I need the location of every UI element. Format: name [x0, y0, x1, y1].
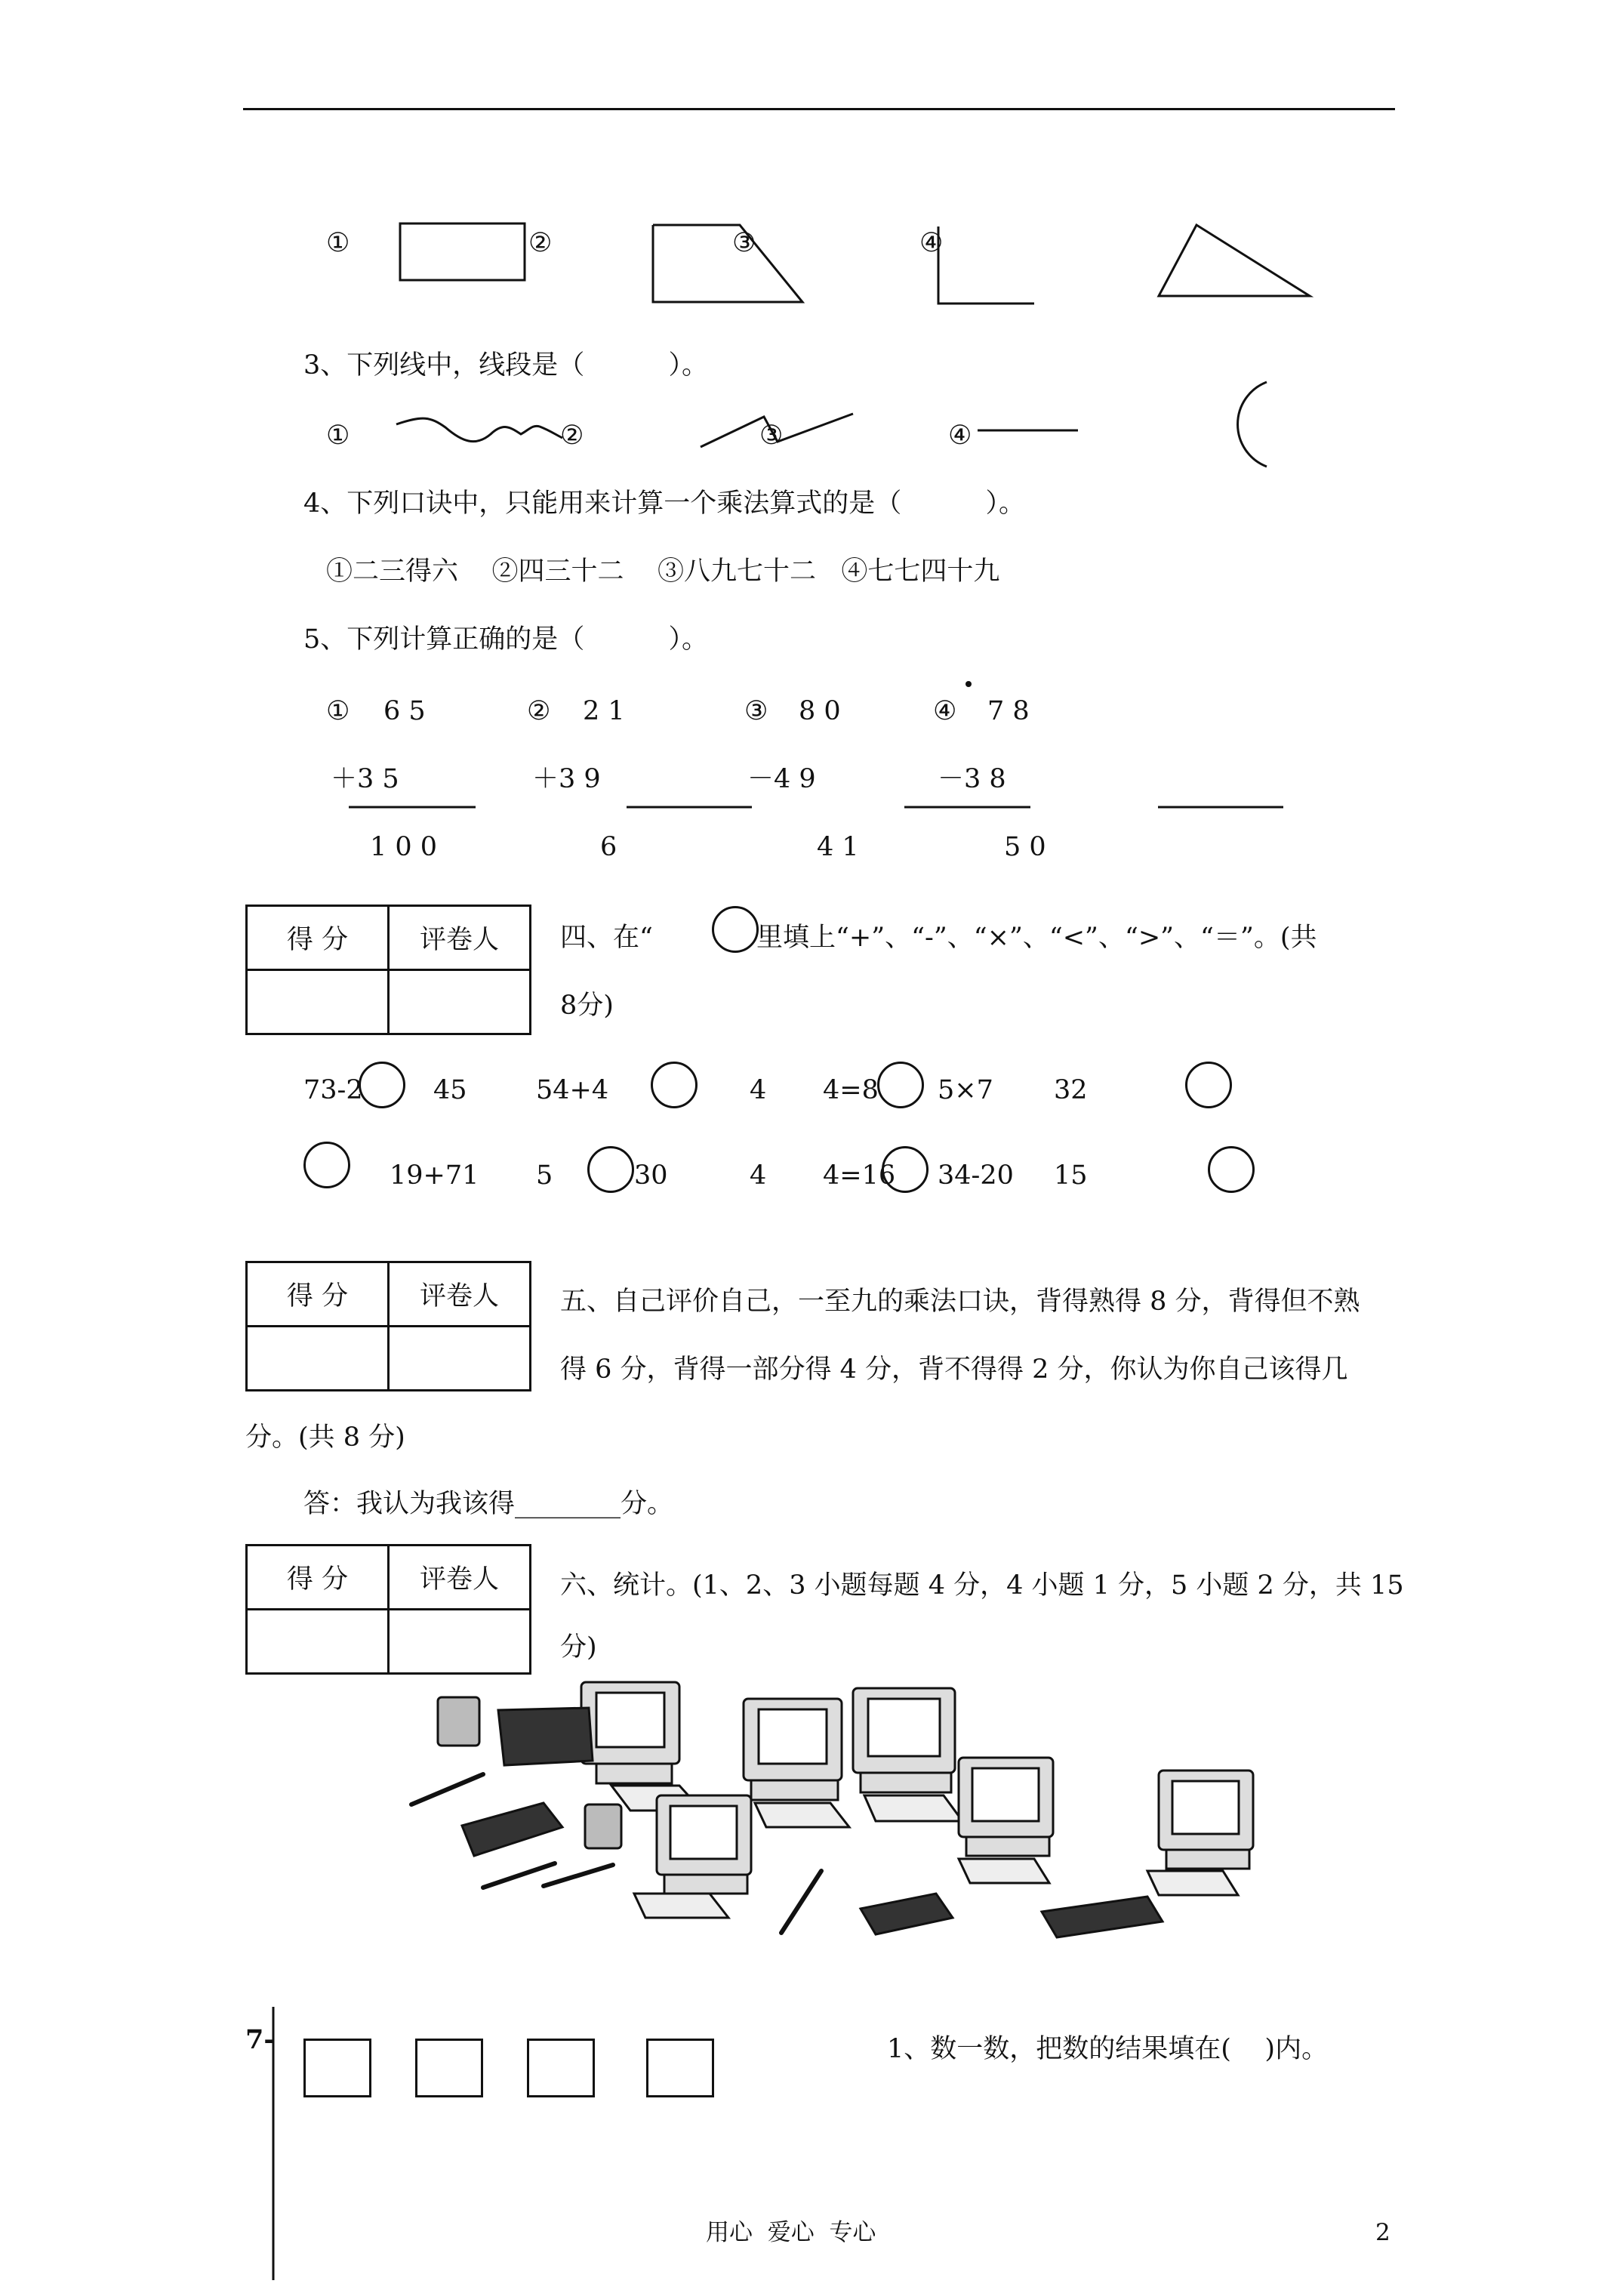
- answer-circle-r1-2[interactable]: [651, 1062, 698, 1108]
- expr-r2-2: 5: [536, 1160, 553, 1191]
- shape-label-1: ①: [326, 228, 350, 258]
- expr-r1-5: 4=8: [823, 1075, 879, 1105]
- calc-2-result: 6: [600, 832, 617, 862]
- calc-3-top: 8 0: [799, 696, 841, 726]
- q4-options: ①二三得六 ②四三十二 ③八九七十二 ④七七四十九: [326, 556, 1000, 587]
- triangle-shape: [1159, 225, 1310, 296]
- grader-header: 评卷人: [389, 1262, 531, 1327]
- calc-2-label: ②: [527, 696, 551, 726]
- section5-line3: 分。(共 8 分): [245, 1422, 405, 1453]
- page-number: 2: [1375, 2219, 1390, 2246]
- answer-circle-r2-4[interactable]: [1208, 1146, 1255, 1193]
- score-header: 得 分: [247, 1262, 389, 1327]
- grader-header: 评卷人: [389, 906, 531, 970]
- q4-stem: 4、下列口诀中，只能用来计算一个乘法算式的是（ ）。: [303, 488, 1026, 519]
- count-box-4[interactable]: [646, 2039, 714, 2097]
- expr-r2-3: 30: [634, 1160, 668, 1191]
- calc-3-result: 4 1: [817, 832, 859, 862]
- trapezoid-shape: [653, 225, 802, 302]
- calc-4-top: 7 8: [987, 696, 1030, 726]
- calc-1-op: ＋3 5: [331, 764, 399, 794]
- shape-label-2: ②: [528, 228, 553, 258]
- score-header: 得 分: [247, 906, 389, 970]
- section5-line2: 得 6 分，背得一部分得 4 分，背不得得 2 分，你认为你自己该得几: [560, 1354, 1348, 1385]
- answer-circle-r2-1[interactable]: [303, 1142, 350, 1188]
- score-cell[interactable]: [247, 1610, 389, 1674]
- expr-r1-4: 4: [750, 1075, 767, 1105]
- expr-r1-2: 45: [433, 1075, 467, 1105]
- grader-cell[interactable]: [389, 1327, 531, 1391]
- calc-4-op: －3 8: [938, 764, 1006, 794]
- shape-label-3: ③: [732, 228, 756, 258]
- line-label-3: ③: [759, 421, 784, 451]
- shape-label-4: ④: [919, 228, 944, 258]
- grader-cell[interactable]: [389, 1610, 531, 1674]
- section4-title-a: 四、在“: [560, 923, 653, 953]
- answer-circle-example: [712, 906, 759, 953]
- expr-r2-6: 34-20: [938, 1160, 1014, 1191]
- section6-line2: 分): [560, 1632, 597, 1663]
- count-box-2[interactable]: [415, 2039, 483, 2097]
- calc-1-result: 1 0 0: [370, 832, 438, 862]
- answer-circle-r2-2[interactable]: [587, 1146, 634, 1193]
- calc-3-label: ③: [744, 696, 768, 726]
- curve-line: [396, 418, 562, 442]
- section4-title-c: 8分): [560, 991, 614, 1021]
- score-table-5: [245, 1261, 531, 1391]
- answer-circle-r2-3[interactable]: [882, 1146, 929, 1193]
- grader-header: 评卷人: [389, 1546, 531, 1610]
- count-box-1[interactable]: [303, 2039, 371, 2097]
- grader-cell[interactable]: [389, 970, 531, 1034]
- rectangle-shape: [400, 223, 525, 280]
- calc-4-label: ④: [933, 696, 957, 726]
- expr-r2-4: 4: [750, 1160, 767, 1191]
- score-cell[interactable]: [247, 970, 389, 1034]
- line-label-2: ②: [560, 421, 584, 451]
- calc-3-op: －4 9: [747, 764, 816, 794]
- margin-mark: 7-: [245, 2024, 275, 2055]
- q3-stem: 3、下列线中，线段是（ ）。: [303, 350, 709, 381]
- expr-r1-1: 73-2: [303, 1075, 363, 1105]
- calc-1-label: ①: [326, 696, 350, 726]
- score-table-6: [245, 1544, 531, 1675]
- section5-answer: 答：我认为我该得________分。: [303, 1489, 674, 1519]
- expr-r2-7: 15: [1054, 1160, 1088, 1191]
- arc-line: [1238, 382, 1267, 467]
- calc-2-top: 2 1: [583, 696, 625, 726]
- line-label-1: ①: [326, 421, 350, 451]
- footer-slogan: 用心 爱心 专心: [706, 2219, 876, 2246]
- expr-r2-1: 19+71: [390, 1160, 479, 1191]
- carry-dot: [965, 681, 972, 687]
- calc-4-result: 5 0: [1004, 832, 1046, 862]
- count-box-3[interactable]: [527, 2039, 595, 2097]
- expr-r1-6: 5×7: [938, 1075, 993, 1105]
- expr-r1-3: 54+4: [536, 1075, 609, 1105]
- q5-stem: 5、下列计算正确的是（ ）。: [303, 624, 709, 655]
- answer-circle-r1-4[interactable]: [1185, 1062, 1232, 1108]
- line-label-4: ④: [948, 421, 972, 451]
- answer-circle-r1-3[interactable]: [877, 1062, 924, 1108]
- answer-circle-r1-1[interactable]: [359, 1062, 405, 1108]
- expr-r1-7: 32: [1054, 1075, 1088, 1105]
- calc-2-op: ＋3 9: [532, 764, 601, 794]
- score-cell[interactable]: [247, 1327, 389, 1391]
- score-header: 得 分: [247, 1546, 389, 1610]
- section6-line1: 六、统计。(1、2、3 小题每题 4 分，4 小题 1 分，5 小题 2 分，共 15: [560, 1570, 1404, 1601]
- calc-1-top: 6 5: [383, 696, 426, 726]
- section6-q1: 1、数一数，把数的结果填在( )内。: [887, 2034, 1329, 2064]
- section4-title-b: 里填上“+”、“-”、“×”、“<”、“>”、“＝”。(共: [756, 923, 1317, 953]
- angle-shape: [938, 227, 1034, 304]
- section5-line1: 五、自己评价自己，一至九的乘法口诀，背得熟得 8 分，背得但不熟: [560, 1287, 1360, 1317]
- score-table-4: [245, 905, 531, 1035]
- expr-r2-5: 4=16: [823, 1160, 896, 1191]
